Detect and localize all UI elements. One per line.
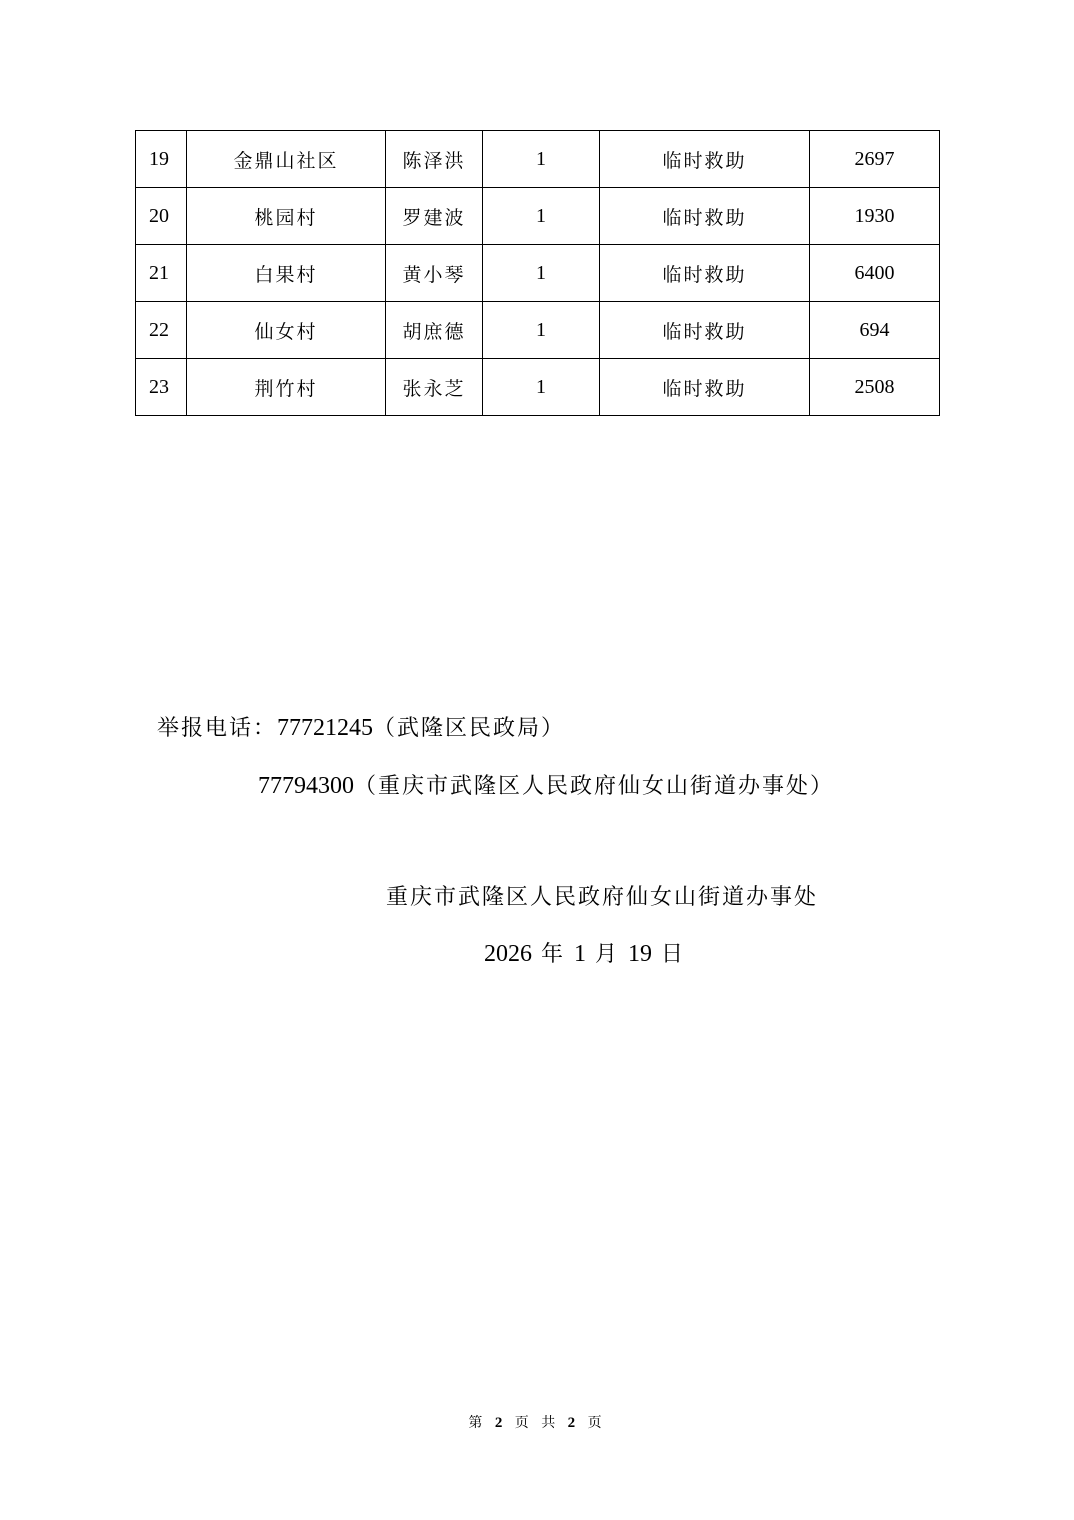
date-month-unit: 月: [595, 942, 620, 967]
row-type: 临时救助: [600, 359, 810, 416]
row-amount: 2697: [810, 131, 940, 188]
row-village: 仙女村: [187, 302, 386, 359]
report-phone-1-org: （武隆区民政局）: [373, 716, 566, 741]
date-month: 1: [574, 941, 587, 967]
row-amount: 2508: [810, 359, 940, 416]
row-index: 23: [136, 359, 187, 416]
row-name: 陈泽洪: [386, 131, 483, 188]
row-village: 荆竹村: [187, 359, 386, 416]
signature-org: 重庆市武隆区人民政府仙女山街道办事处: [386, 885, 819, 910]
row-type: 临时救助: [600, 302, 810, 359]
date-year: 2026: [484, 941, 532, 967]
row-name: 黄小琴: [386, 245, 483, 302]
row-index: 21: [136, 245, 187, 302]
row-type: 临时救助: [600, 245, 810, 302]
footer-mid: 页 共: [514, 1415, 560, 1431]
row-village: 桃园村: [187, 188, 386, 245]
row-amount: 1930: [810, 188, 940, 245]
row-amount: 6400: [810, 245, 940, 302]
report-line-2: [258, 769, 834, 800]
row-count: 1: [483, 302, 600, 359]
table-row: [136, 245, 940, 302]
row-count: 1: [483, 188, 600, 245]
report-phone-2-org: （重庆市武隆区人民政府仙女山街道办事处）: [354, 774, 835, 799]
table-row: [136, 359, 940, 416]
page-footer: [0, 1412, 1074, 1432]
row-village: 金鼎山社区: [187, 131, 386, 188]
footer-suffix: 页: [587, 1415, 606, 1431]
row-index: 22: [136, 302, 187, 359]
row-type: 临时救助: [600, 131, 810, 188]
footer-prefix: 第: [468, 1415, 487, 1431]
report-phone-2: 77794300: [258, 773, 354, 799]
row-type: 临时救助: [600, 188, 810, 245]
row-index: 19: [136, 131, 187, 188]
signature-date: [484, 937, 685, 968]
footer-total-pages: 2: [567, 1415, 580, 1431]
date-day-unit: 日: [661, 942, 686, 967]
row-village: 白果村: [187, 245, 386, 302]
date-day: 19: [628, 941, 653, 967]
relief-table-body: [136, 131, 940, 416]
row-count: 1: [483, 245, 600, 302]
row-index: 20: [136, 188, 187, 245]
row-amount: 694: [810, 302, 940, 359]
row-name: 胡庶德: [386, 302, 483, 359]
relief-table: [135, 130, 940, 416]
report-phone-1: 77721245: [277, 715, 374, 741]
table-row: [136, 131, 940, 188]
row-count: 1: [483, 131, 600, 188]
date-year-unit: 年: [541, 942, 566, 967]
row-count: 1: [483, 359, 600, 416]
report-label: 举报电话：: [157, 716, 278, 741]
table-row: [136, 302, 940, 359]
footer-page-number: 2: [494, 1415, 507, 1431]
row-name: 张永芝: [386, 359, 483, 416]
report-line-1: [157, 711, 565, 742]
row-name: 罗建波: [386, 188, 483, 245]
table-row: [136, 188, 940, 245]
